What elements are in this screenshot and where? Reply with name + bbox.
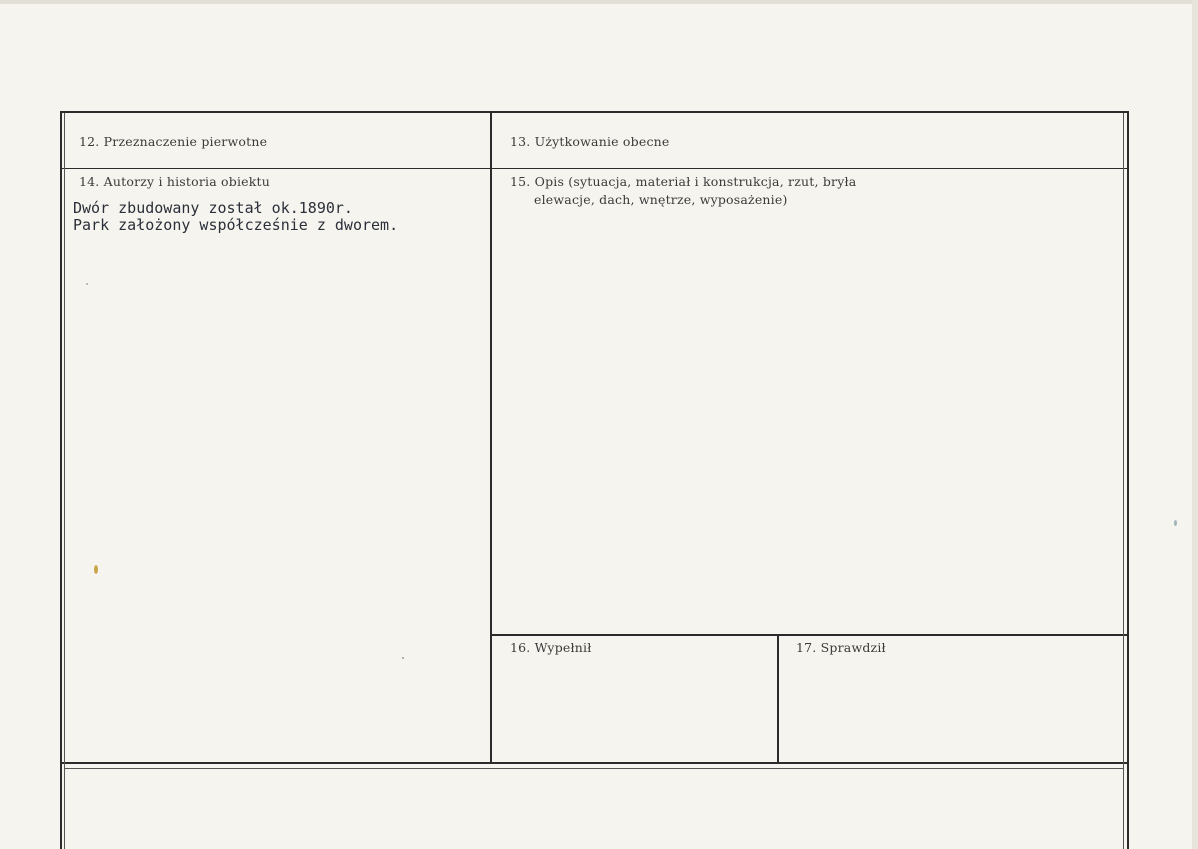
form-inner-right-border xyxy=(1123,113,1124,849)
scan-speck xyxy=(86,283,88,285)
bottom-strip-line xyxy=(64,768,1124,769)
row-divider-15-16 xyxy=(491,634,1127,636)
row-divider-12-14 xyxy=(60,168,1129,169)
field-15-label-line2: elewacje, dach, wnętrze, wyposażenie) xyxy=(534,192,788,207)
field-12-label: 12. Przeznaczenie pierwotne xyxy=(79,134,268,149)
field-14-content-line2: Park założony współcześnie z dworem. xyxy=(73,216,399,234)
field-13-label: 13. Użytkowanie obecne xyxy=(510,134,670,149)
form-inner-left-border xyxy=(64,113,65,849)
field-15-label-line1: 15. Opis (sytuacja, materiał i konstrukcja, rzut, bryła xyxy=(510,174,857,189)
column-divider-main xyxy=(490,111,492,763)
column-divider-16-17 xyxy=(777,634,779,763)
form-right-border xyxy=(1127,111,1129,849)
field-16-label: 16. Wypełnił xyxy=(510,640,592,655)
scan-speck xyxy=(94,565,98,574)
field-14-content-line1: Dwór zbudowany został ok.1890r. xyxy=(73,199,353,217)
field-14-label: 14. Autorzy i historia obiektu xyxy=(79,174,271,189)
row-divider-bottom xyxy=(60,762,1129,764)
form-left-border xyxy=(60,111,62,849)
scan-speck xyxy=(402,657,404,659)
page-right-edge xyxy=(1192,0,1198,849)
scan-speck xyxy=(1174,520,1177,526)
field-17-label: 17. Sprawdził xyxy=(796,640,886,655)
page-top-edge xyxy=(0,0,1198,4)
form-top-border xyxy=(60,111,1129,113)
